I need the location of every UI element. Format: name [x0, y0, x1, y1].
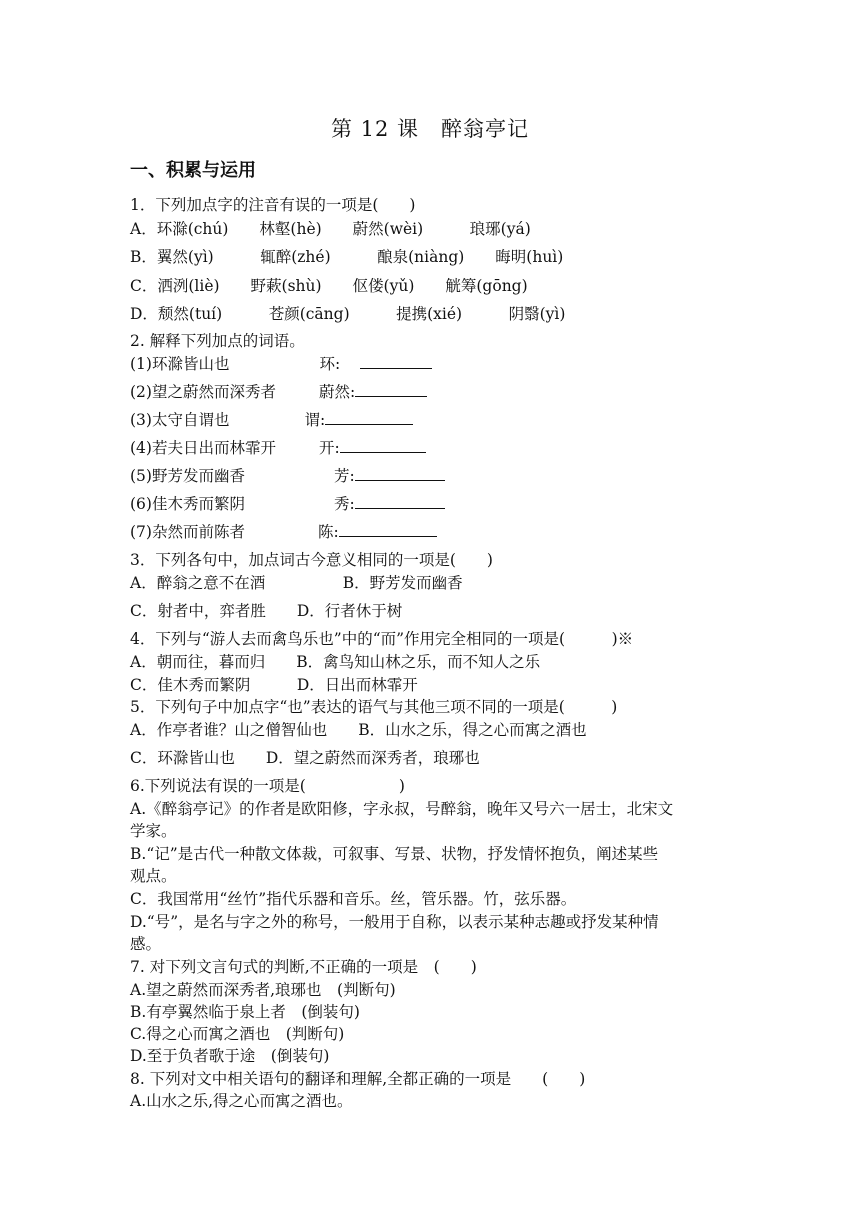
q3-options-ab: A．醉翁之意不在酒 B．野芳发而幽香: [130, 574, 463, 592]
q1-stem: 1．下列加点字的注音有误的一项是( ): [130, 196, 416, 214]
q8-stem: 8. 下列对文中相关语句的翻译和理解,全都正确的一项是 ( ): [130, 1070, 586, 1088]
q4-options-ab: A．朝而往，暮而归 B．禽鸟知山林之乐，而不知人之乐: [130, 653, 541, 671]
q2-item-2: [130, 382, 427, 402]
q7-stem: 7. 对下列文言句式的判断,不正确的一项是 ( ): [130, 958, 477, 976]
q5-stem: 5．下列句子中加点字“也”表达的语气与其他三项不同的一项是( ): [130, 698, 618, 716]
q7-option-d: D.至于负者歌于途 (倒装句): [130, 1047, 330, 1065]
q2-item-label: 开:: [318, 439, 340, 457]
q1-option-c: C．洒洌(liè) 野蔌(shù) 伛偻(yǔ) 觥筹(gōng): [130, 277, 528, 295]
q1-option-d: D．颓然(tuí) 苍颜(cāng) 提携(xié) 阴翳(yì): [130, 305, 566, 323]
q2-item-text: (2)望之蔚然而深秀者: [130, 383, 276, 401]
q6-option-b-cont: 观点。: [130, 867, 177, 885]
q5-options-ab: A．作亭者谁？山之僧智仙也 B．山水之乐，得之心而寓之酒也: [130, 721, 587, 739]
q2-item-label: 蔚然:: [318, 383, 356, 401]
answer-blank[interactable]: [325, 410, 413, 425]
q6-stem: 6.下列说法有误的一项是( ): [130, 777, 405, 795]
answer-blank[interactable]: [340, 438, 426, 453]
q6-option-c: C．我国常用“丝竹”指代乐器和音乐。丝，管乐器。竹，弦乐器。: [130, 890, 577, 908]
q3-stem: 3．下列各句中，加点词古今意义相同的一项是( ): [130, 551, 493, 569]
q6-option-d-cont: 感。: [130, 935, 162, 953]
q2-stem: 2. 解释下列加点的词语。: [130, 332, 305, 350]
q2-item-label: 秀:: [333, 495, 355, 513]
q4-options-cd: C．佳木秀而繁阴 D．日出而林霏开: [130, 676, 418, 694]
answer-blank[interactable]: [339, 522, 437, 537]
q2-item-label: 芳:: [333, 467, 355, 485]
q2-item-6: [130, 494, 445, 514]
lesson-title: 第 12 课 醉翁亭记: [330, 117, 530, 141]
q2-item-7: [130, 522, 437, 542]
answer-blank[interactable]: [355, 494, 445, 509]
q2-item-text: (4)若夫日出而林霏开: [130, 439, 276, 457]
q7-option-c: C.得之心而寓之酒也 (判断句): [130, 1025, 345, 1043]
q6-option-d: D.“号”，是名与字之外的称号，一般用于自称，以表示某种志趣或抒发某种情: [130, 913, 659, 931]
answer-blank[interactable]: [355, 466, 445, 481]
section-heading: 一、积累与运用: [130, 160, 256, 181]
q6-option-b: B.“记”是古代一种散文体裁，可叙事、写景、状物，抒发情怀抱负，阐述某些: [130, 845, 659, 863]
answer-blank[interactable]: [360, 354, 432, 369]
q2-item-1: [130, 354, 432, 374]
q8-option-a: A.山水之乐,得之心而寓之酒也。: [130, 1092, 353, 1110]
q2-item-text: (1)环滁皆山也: [130, 355, 230, 373]
q2-item-text: (6)佳木秀而繁阴: [130, 495, 245, 513]
q2-item-5: [130, 466, 445, 486]
q2-item-label: 陈:: [317, 523, 339, 541]
q1-option-b: B．翼然(yì) 辄醉(zhé) 酿泉(niàng) 晦明(huì): [130, 248, 564, 266]
q4-stem: 4．下列与“游人去而禽鸟乐也”中的“而”作用完全相同的一项是( )※: [130, 630, 634, 648]
q2-item-text: (3)太守自谓也: [130, 411, 230, 429]
q6-option-a-cont: 学家。: [130, 822, 177, 840]
q2-item-text: (7)杂然而前陈者: [130, 523, 245, 541]
q5-options-cd: C．环滁皆山也 D．望之蔚然而深秀者，琅琊也: [130, 749, 480, 767]
q7-option-b: B.有亭翼然临于泉上者 (倒装句): [130, 1003, 360, 1021]
q3-options-cd: C．射者中，弈者胜 D．行者休于树: [130, 602, 403, 620]
q2-item-text: (5)野芳发而幽香: [130, 467, 245, 485]
q2-item-4: [130, 438, 426, 458]
q1-option-a: A．环滁(chú) 林壑(hè) 蔚然(wèi) 琅琊(yá): [130, 220, 531, 238]
q2-item-label: 谓:: [304, 411, 326, 429]
q2-item-label: 环:: [319, 355, 341, 373]
q2-item-3: [130, 410, 413, 430]
q6-option-a: A.《醉翁亭记》的作者是欧阳修，字永叔，号醉翁，晚年又号六一居士，北宋文: [130, 800, 674, 818]
answer-blank[interactable]: [355, 382, 427, 397]
q7-option-a: A.望之蔚然而深秀者,琅琊也 (判断句): [130, 981, 396, 999]
